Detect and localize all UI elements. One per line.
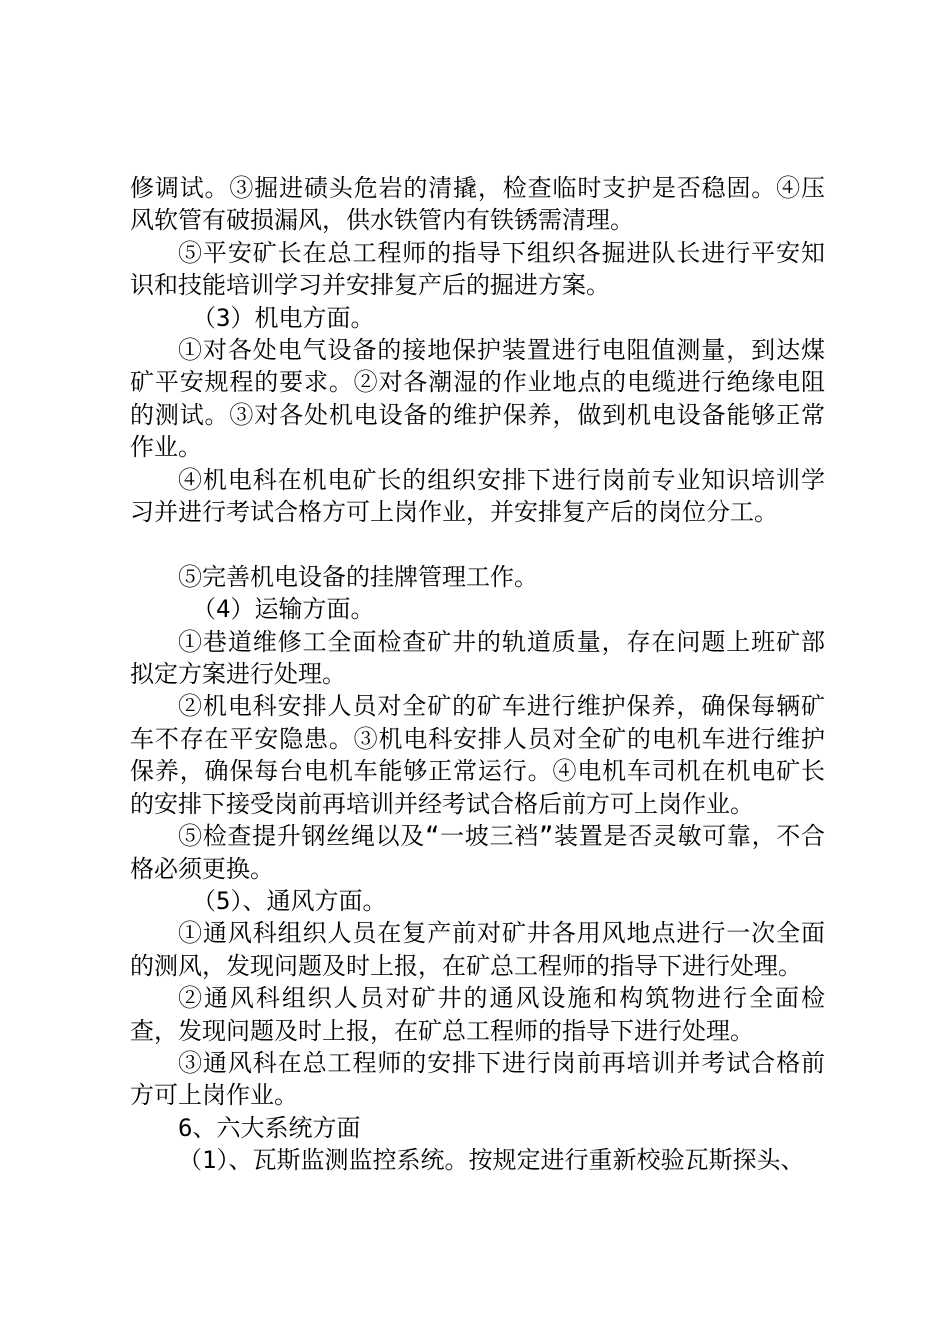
paragraph: （1）、瓦斯监测监控系统。按规定进行重新校验瓦斯探头、 [178, 1146, 805, 1175]
section-heading: （3）机电方面。 [192, 303, 375, 332]
paragraph: ③通风科在总工程师的安排下进行岗前再培训并考试合格前方可上岗作业。 [130, 1048, 825, 1110]
document-body [130, 172, 825, 1177]
paragraph: ②通风科组织人员对矿井的通风设施和构筑物进行全面检查，发现问题及时上报，在矿总工程师的指导下进行处理。 [130, 984, 825, 1045]
paragraph: 修调试。③掘进碛头危岩的清撬，检查临时支护是否稳固。④压风软管有破损漏风，供水铁管内有铁锈需清理。 [130, 174, 825, 235]
paragraph: ①通风科组织人员在复产前对矿井各用风地点进行一次全面的测风，发现问题及时上报，在矿总工程师的指导下进行处理。 [130, 919, 825, 980]
paragraph: ②机电科安排人员对全矿的矿车进行维护保养，确保每辆矿车不存在平安隐患。③机电科安排人员对全矿的电机车进行维护保养，确保每台电机车能够正常运行。④电机车司机在机电矿长的安排下接受岗前再培训并经考试合格后前方可上岗作业。 [130, 692, 825, 818]
paragraph: ④机电科在机电矿长的组织安排下进行岗前专业知识培训学习并进行考试合格方可上岗作业，并安排复产后的岗位分工。 [130, 465, 825, 527]
paragraph: ⑤检查提升钢丝绳以及“一坡三裆”装置是否灵敏可靠，不合格必须更换。 [130, 822, 825, 883]
blank-line [130, 528, 825, 560]
section-heading: （4）运输方面。 [192, 595, 375, 624]
section-heading: 6、六大系统方面 [178, 1113, 361, 1142]
section-heading: （5）、通风方面。 [192, 886, 387, 915]
paragraph: ⑤平安矿长在总工程师的指导下组织各掘进队长进行平安知识和技能培训学习并安排复产后的掘进方案。 [130, 238, 825, 300]
paragraph: ①对各处电气设备的接地保护装置进行电阻值测量，到达煤矿平安规程的要求。②对各潮湿的作业地点的电缆进行绝缘电阻的测试。③对各处机电设备的维护保养，做到机电设备能够正常作业。 [130, 336, 825, 462]
paragraph: ①巷道维修工全面检查矿井的轨道质量，存在问题上班矿部拟定方案进行处理。 [130, 627, 825, 689]
paragraph: ⑤完善机电设备的挂牌管理工作。 [178, 562, 538, 591]
